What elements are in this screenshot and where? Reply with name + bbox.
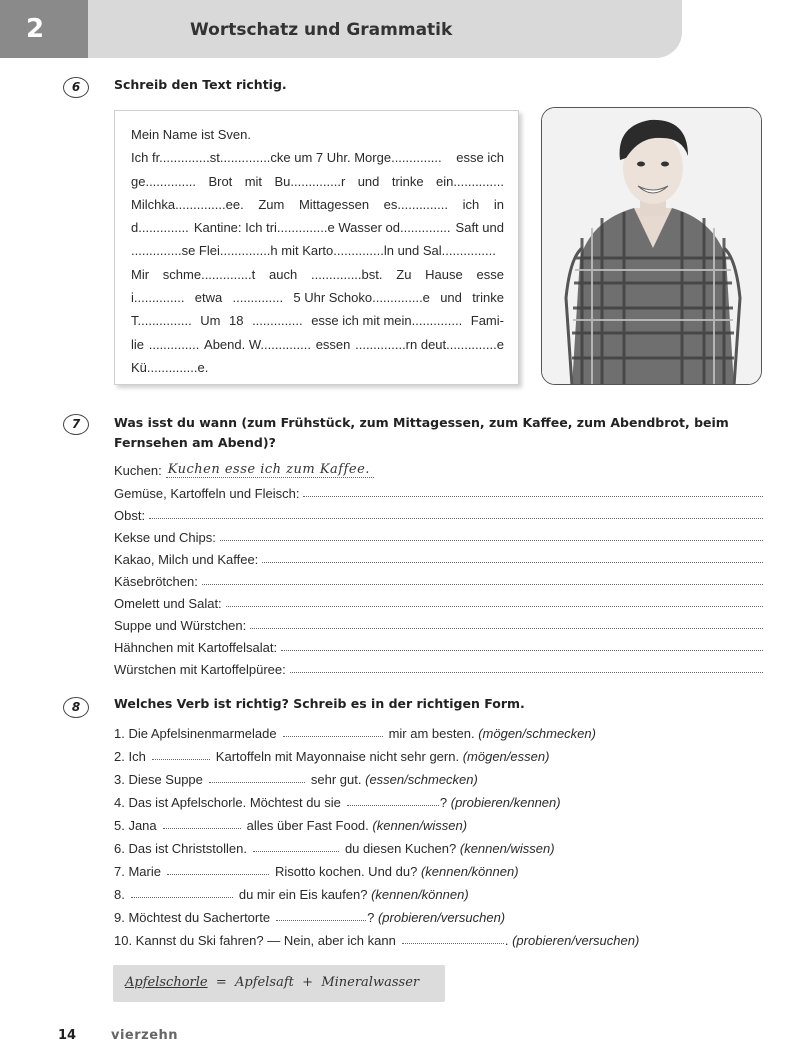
answer-blank[interactable] <box>347 805 439 806</box>
answer-line[interactable] <box>226 606 763 607</box>
exercise-6-number: 6 <box>63 77 89 98</box>
answer-blank[interactable] <box>167 874 269 875</box>
verb-item: 4. Das ist Apfelschorle. Möchtest du sie ? (probieren/kennen) <box>114 795 561 810</box>
answer-line[interactable] <box>262 562 763 563</box>
exercise-7-row: Gemüse, Kartoffeln und Fleisch: <box>114 479 763 501</box>
text-line: lie .............. Abend. W.............. essen ..............rn deut..............e <box>131 336 504 352</box>
answer-blank[interactable] <box>152 759 210 760</box>
exercise-7-instruction: Was isst du wann (zum Frühstück, zum Mittagessen, zum Kaffee, zum Abendbrot, beim Fernsehen am Abend)? <box>114 415 729 450</box>
boy-portrait-icon <box>542 108 762 385</box>
text-line: ..............se Flei..............h mit Karto..............ln und Sal............... <box>131 243 496 259</box>
text-line: Kü..............e. <box>131 359 209 375</box>
answer-blank[interactable] <box>163 828 241 829</box>
verb-item: 2. Ich Kartoffeln mit Mayonnaise nicht sehr gern. (mögen/essen) <box>114 749 550 764</box>
answer-blank[interactable] <box>253 851 339 852</box>
answer-line[interactable] <box>250 628 763 629</box>
exercise-7-number: 7 <box>63 414 89 435</box>
exercise-7-row: Würstchen mit Kartoffelpüree: <box>114 655 763 677</box>
answer-line[interactable] <box>281 650 763 651</box>
verb-item: 6. Das ist Christstollen. du diesen Kuchen? (kennen/wissen) <box>114 841 555 856</box>
exercise-7-row: Suppe und Würstchen: <box>114 611 763 633</box>
answer-line[interactable] <box>149 518 763 519</box>
exercise-7-row: Hähnchen mit Kartoffelsalat: <box>114 633 763 655</box>
verb-item: 3. Diese Suppe sehr gut. (essen/schmecken) <box>114 772 478 787</box>
verb-item: 1. Die Apfelsinenmarmelade mir am besten. (mögen/schmecken) <box>114 726 596 741</box>
verb-item: 10. Kannst du Ski fahren? — Nein, aber ich kann . (probieren/versuchen) <box>114 933 640 948</box>
example-label: Kuchen: <box>114 463 162 478</box>
text-line: Milchka..............ee. Zum Mittagessen es.............. ich in <box>131 196 504 212</box>
answer-blank[interactable] <box>283 736 383 737</box>
answer-blank[interactable] <box>209 782 305 783</box>
answer-line[interactable] <box>202 584 763 585</box>
student-photo <box>541 107 762 385</box>
answer-line[interactable] <box>303 496 763 497</box>
vocabulary-note: Apfelschorle = Apfelsaft + Mineralwasser <box>113 965 445 1002</box>
answer-blank[interactable] <box>131 897 233 898</box>
answer-line[interactable] <box>220 540 763 541</box>
exercise-6-instruction: Schreib den Text richtig. <box>114 77 287 92</box>
exercise-7-row: Kekse und Chips: <box>114 523 763 545</box>
exercise-7-example-row <box>114 456 763 478</box>
text-line: i.............. etwa .............. 5 Uhr Schoko..............e und trinke <box>131 290 504 306</box>
page-number-word: vierzehn <box>111 1028 179 1043</box>
verb-item: 5. Jana alles über Fast Food. (kennen/wissen) <box>114 818 468 833</box>
answer-blank[interactable] <box>276 920 366 921</box>
page-title: Wortschatz und Grammatik <box>190 20 453 40</box>
verb-item: 7. Marie Risotto kochen. Und du? (kennen/können) <box>114 864 519 879</box>
answer-line[interactable] <box>290 672 763 673</box>
text-line: Ich fr..............st..............cke um 7 Uhr. Morge.............. esse ich <box>131 150 504 166</box>
exercise-7-row: Kakao, Milch und Kaffee: <box>114 545 763 567</box>
text-line: Mir schme..............t auch ..............bst. Zu Hause esse <box>131 266 504 282</box>
exercise-8-number: 8 <box>63 697 89 718</box>
text-line: ge.............. Brot mit Bu..............r und trinke ein.............. <box>131 173 504 189</box>
exercise-6-textbox <box>114 110 519 385</box>
text-line: T............... Um 18 .............. esse ich mit mein.............. Fami- <box>131 313 504 329</box>
exercise-7-row: Käsebrötchen: <box>114 567 763 589</box>
verb-item: 9. Möchtest du Sachertorte ? (probieren/versuchen) <box>114 910 506 925</box>
answer-blank[interactable] <box>402 943 504 944</box>
unit-number: 2 <box>0 0 88 58</box>
exercise-7-row: Omelett und Salat: <box>114 589 763 611</box>
exercise-7-row: Obst: <box>114 501 763 523</box>
text-line: Mein Name ist Sven. <box>131 127 251 142</box>
page-number: 14 <box>58 1028 77 1043</box>
verb-item: 8. du mir ein Eis kaufen? (kennen/können) <box>114 887 469 902</box>
example-answer: Kuchen esse ich zum Kaffee. <box>166 462 374 478</box>
exercise-8-instruction: Welches Verb ist richtig? Schreib es in der richtigen Form. <box>114 696 525 711</box>
text-line: d.............. Kantine: Ich tri..............e Wasser od.............. Saft und <box>131 220 504 236</box>
